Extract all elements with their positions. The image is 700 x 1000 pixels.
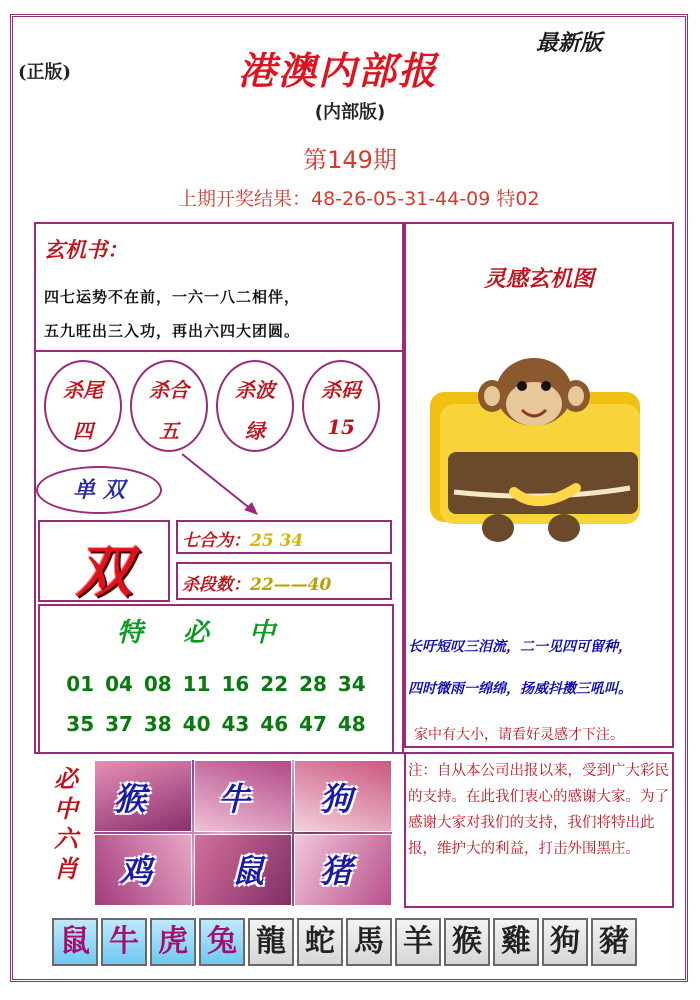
shasou-line (182, 570, 331, 595)
sha-ma-oval (302, 360, 380, 452)
oval-label: 杀码 (321, 378, 361, 402)
qihe-label: 七合为： (182, 531, 250, 551)
dan-shuang-oval: 单 双 (36, 466, 162, 514)
animal-label: 猪 (320, 852, 353, 890)
qihe-value: 25 34 (250, 531, 304, 551)
newest-edition-label: 最新版 (536, 30, 603, 56)
figure-title: 灵感玄机图 (483, 266, 594, 292)
zodiac-tile: 龍 (248, 918, 294, 966)
zhong-liuxiao-label: 必中六肖 (54, 764, 78, 883)
sha-bo-oval (216, 360, 294, 452)
zodiac-tile: 豬 (591, 918, 637, 966)
oval-label: 杀波 (235, 378, 275, 402)
monkey-plush-image (426, 352, 662, 548)
sha-wei-oval (44, 360, 122, 452)
zodiac-tile: 牛 (101, 918, 147, 966)
tebizhong-row-2: 35 37 38 40 43 46 47 48 (66, 712, 366, 736)
subtitle: (内部版) (314, 102, 386, 123)
zodiac-tile: 兔 (199, 918, 245, 966)
tebizhong-title: 特必中 (116, 618, 315, 648)
zodiac-tile: 鼠 (52, 918, 98, 966)
six-animals-collage (94, 760, 392, 906)
xuanji-title: 玄机书： (44, 237, 128, 262)
blue-poem-line-1: 长吁短叹三泪流，二一见四可留种， (408, 639, 632, 655)
zodiac-tile: 馬 (346, 918, 392, 966)
xuanji-line-2: 五九旺出三入功，再出六四大团圆。 (44, 322, 301, 340)
zodiac-tile: 猴 (444, 918, 490, 966)
oval-value: 四 (73, 419, 93, 443)
qihe-line (182, 526, 303, 551)
shuang-big-text: 双 (76, 539, 132, 605)
oval-label: 杀尾 (63, 378, 103, 402)
note-text: 注：自从本公司出报以来，受到广大彩民的支持。在此我们衷心的感谢大家。为了感谢大家对我们的支持，我们将特出此报，维护大的利益，打击外围黑庄。 (408, 763, 669, 857)
shasou-value: 22——40 (250, 575, 332, 595)
zodiac-tile: 狗 (542, 918, 588, 966)
oval-value: 绿 (245, 419, 265, 443)
sha-he-oval (130, 360, 208, 452)
tebizhong-row-1: 01 04 08 11 16 22 28 34 (66, 672, 366, 696)
animal-label: 牛 (218, 780, 251, 818)
oval-label: 杀合 (149, 378, 189, 402)
last-draw-result: 上期开奖结果：48-26-05-31-44-09 特02 (178, 188, 540, 210)
hint-line: 家中有大小，请看好灵感才下注。 (414, 727, 624, 743)
animal-label: 猴 (114, 780, 147, 818)
animal-label: 鸡 (120, 852, 153, 890)
animal-label: 鼠 (232, 852, 265, 890)
zodiac-tile: 雞 (493, 918, 539, 966)
zodiac-tile: 虎 (150, 918, 196, 966)
main-title: 港澳内部报 (238, 48, 439, 93)
animal-label: 狗 (320, 780, 353, 818)
divider (34, 350, 404, 352)
shasou-label: 杀段数： (182, 575, 250, 595)
zodiac-tile: 蛇 (297, 918, 343, 966)
zodiac-tile: 羊 (395, 918, 441, 966)
blue-poem-line-2: 四时微雨一绵绵，扬威抖擞三吼叫。 (408, 681, 632, 697)
oval-value: 15 (327, 415, 355, 439)
arrow-icon (176, 448, 266, 520)
zhengban-label: (正版) (18, 62, 72, 83)
oval-value: 五 (159, 419, 179, 443)
xuanji-line-1: 四七运势不在前，一六一八二相伴， (44, 288, 301, 306)
issue-number: 第149期 (303, 146, 397, 174)
